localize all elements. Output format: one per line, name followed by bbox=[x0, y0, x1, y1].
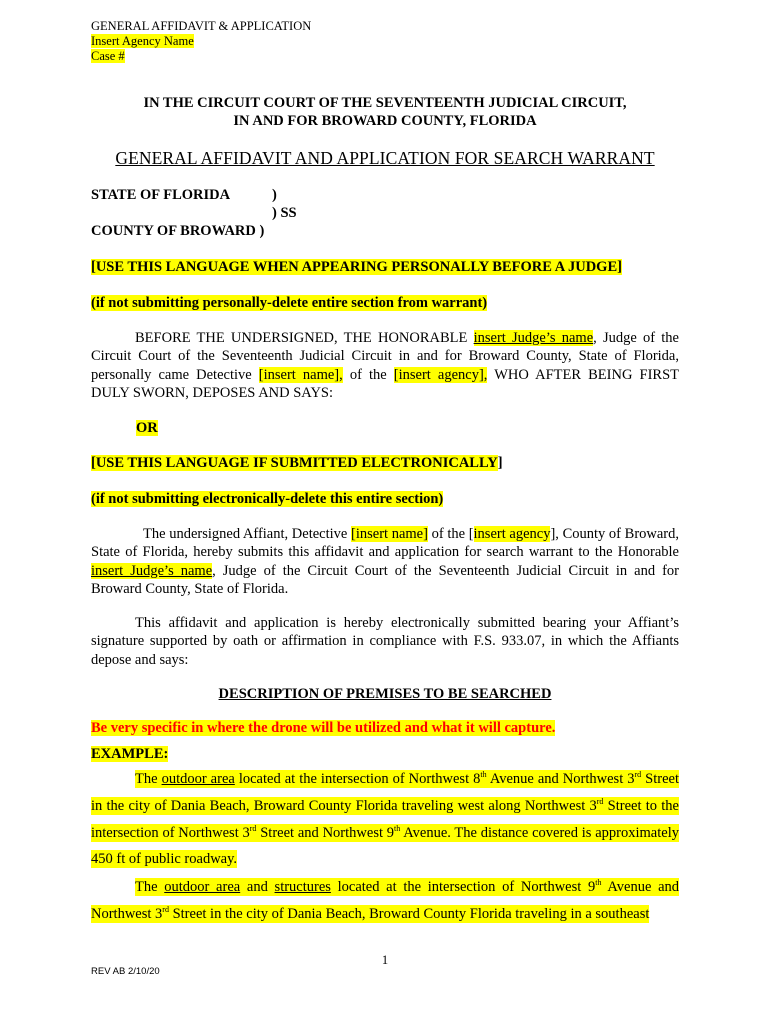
personal-section-note: (if not submitting personally-delete entire section from warrant) bbox=[91, 295, 488, 311]
header-title: GENERAL AFFIDAVIT & APPLICATION bbox=[91, 19, 312, 33]
or-label: OR bbox=[136, 420, 158, 436]
outdoor-area-term: outdoor area bbox=[164, 879, 241, 895]
electronic-submission-paragraph: This affidavit and application is hereby electronically submitted bearing your Affiant’s signature supported by oath or affirmation in compliance with F.S. 933.07, in which the Affiants depose and says: bbox=[91, 615, 679, 668]
agency-placeholder: [insert agency], bbox=[393, 366, 488, 383]
electronic-section-note: (if not submitting electronically-delete this entire section) bbox=[91, 491, 444, 507]
venue-county: COUNTY OF BROWARD ) bbox=[91, 223, 265, 239]
document-title: GENERAL AFFIDAVIT AND APPLICATION FOR SEARCH WARRANT bbox=[115, 148, 655, 168]
personal-section-heading: [USE THIS LANGUAGE WHEN APPEARING PERSONALLY BEFORE A JUDGE] bbox=[91, 259, 622, 275]
page-number: 1 bbox=[381, 953, 389, 967]
header-case-number: Case # bbox=[91, 49, 125, 63]
document-header bbox=[91, 19, 311, 64]
venue-state: STATE OF FLORIDA ) bbox=[91, 187, 277, 203]
header-agency-placeholder: Insert Agency Name bbox=[91, 34, 194, 48]
structures-term: structures bbox=[274, 879, 331, 895]
example-label: EXAMPLE: bbox=[91, 746, 169, 762]
court-line-2: IN AND FOR BROWARD COUNTY, FLORIDA bbox=[233, 113, 537, 129]
court-line-1: IN THE CIRCUIT COURT OF THE SEVENTEENTH JUDICIAL CIRCUIT, bbox=[143, 95, 627, 111]
court-caption bbox=[0, 94, 770, 130]
detective-name-placeholder: [insert name] bbox=[351, 526, 428, 542]
venue-ss: ) SS bbox=[272, 205, 297, 221]
agency-placeholder: insert agency bbox=[473, 526, 551, 542]
premises-heading: DESCRIPTION OF PREMISES TO BE SEARCHED bbox=[218, 686, 552, 702]
detective-name-placeholder: [insert name], bbox=[258, 366, 343, 383]
electronic-paragraph: The undersigned Affiant, Detective [insert name] of the [insert agency], County of Broward, State of Florida, hereby submits this affidavit and application for search warrant to the Honorable insert Judge’s name, Judge of the Circuit Court of the Seventeenth Judicial Circuit in and for Broward County, State of Florida. bbox=[91, 526, 680, 597]
personal-paragraph: BEFORE THE UNDERSIGNED, THE HONORABLE insert Judge’s name, Judge of the Circuit Court of the Seventeenth Judicial Circuit in and for Broward County, State of Florida, personally came Detective [insert name], of the [insert agency], WHO AFTER BEING FIRST DULY SWORN, DEPOSES AND SAYS: bbox=[91, 330, 679, 401]
drone-warning: Be very specific in where the drone will be utilized and what it will capture. bbox=[91, 720, 556, 736]
outdoor-area-term: outdoor area bbox=[161, 771, 235, 787]
revision-footer: REV AB 2/10/20 bbox=[91, 966, 160, 977]
example-paragraph-1: The outdoor area located at the intersection of Northwest 8th Avenue and Northwest 3rd Street in the city of Dania Beach, Broward County Florida traveling west along Northwest 3rd Street to the intersection of Northwest 3rd Street and Northwest 9th Avenue. The distance covered is approximately 450 ft of public roadway. bbox=[91, 770, 679, 868]
example-paragraph-2: The outdoor area and structures located at the intersection of Northwest 9th Avenue and Northwest 3rd Street in the city of Dania Beach, Broward County Florida traveling in a southeast bbox=[91, 878, 680, 922]
judge-name-placeholder: insert Judge’s name bbox=[473, 330, 594, 346]
electronic-section-heading: [USE THIS LANGUAGE IF SUBMITTED ELECTRONICALLY] bbox=[91, 455, 503, 471]
judge-name-placeholder: insert Judge’s name bbox=[91, 562, 213, 579]
